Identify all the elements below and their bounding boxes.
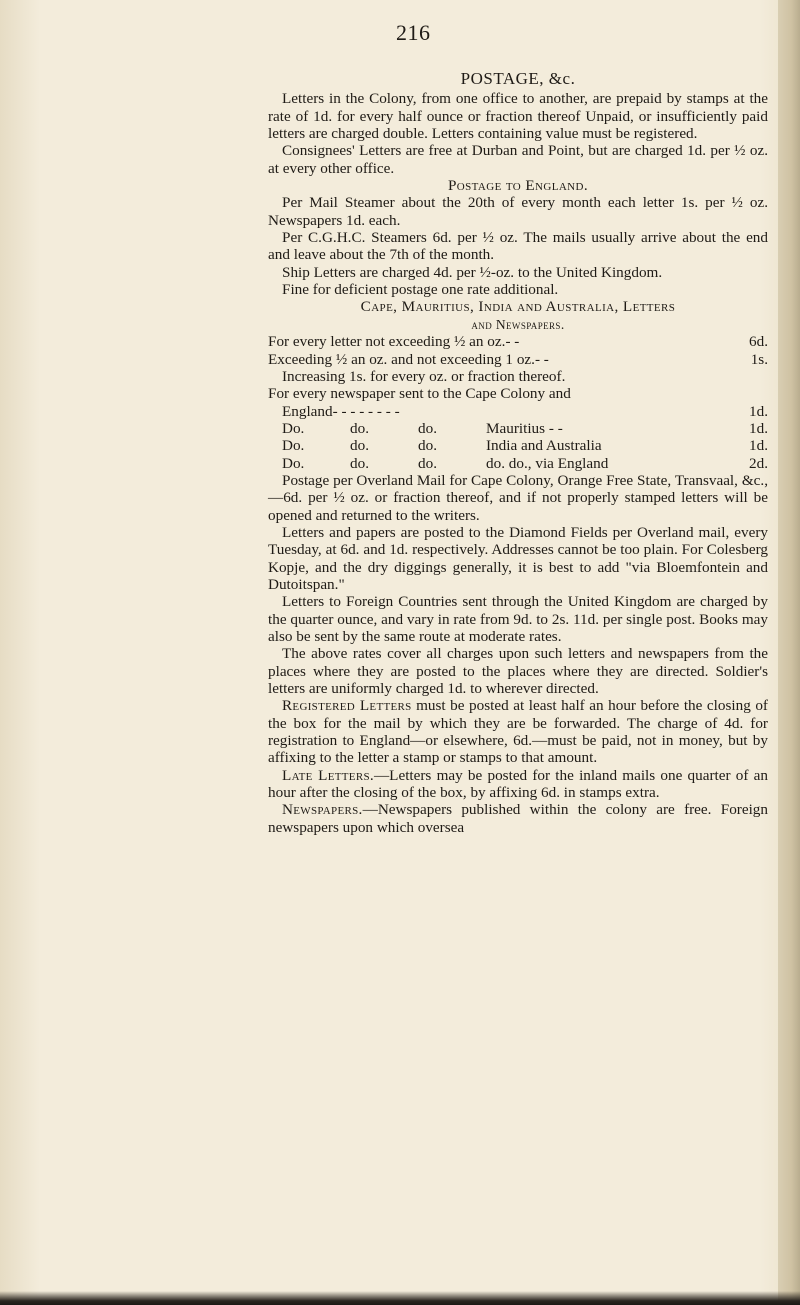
col-1: Do. — [282, 419, 305, 437]
paragraph-prepaid-letters: Letters in the Colony, from one office to another, are prepaid by stamps at the rate of 1d. for every half ounce or fraction thereof Unpaid, or insufficiently paid letters are charged double. Letters containing value must be registered. — [268, 90, 768, 143]
page-title: POSTAGE, &c. — [460, 69, 576, 88]
newspaper-rate-row — [268, 455, 768, 472]
paragraph-diamond-fields: Letters and papers are posted to the Diamond Fields per Overland mail, every Tuesday, at 6d. and 1d. respectively. Addresses cannot be too plain. For Colesberg Kopje, and the dry diggings generally, it is best to add "via Bloemfontein and Dutoitspan." — [268, 523, 768, 593]
page-edge-bottom — [0, 1291, 800, 1305]
col-3: do. — [418, 419, 437, 437]
paragraph-cghc-steamers: Per C.G.H.C. Steamers 6d. per ½ oz. The mails usually arrive about the end and leave about the 7th of the month. — [268, 229, 768, 264]
col-destination: Mauritius - - — [486, 419, 563, 437]
page-edge-right — [778, 0, 800, 1305]
col-2: do. — [350, 454, 369, 472]
paragraph-rates-cover: The above rates cover all charges upon such letters and newspapers from the places where they are posted to the places where they are directed. Soldier's letters are uniformly charged 1d. to wherever directed. — [268, 645, 768, 698]
rate-row-half-oz — [268, 333, 768, 350]
document-body — [268, 70, 768, 836]
rate-amount: 6d. — [749, 333, 768, 351]
col-2: do. — [350, 419, 369, 437]
registered-letters-heading: Registered Letters — [282, 697, 412, 715]
col-3: do. — [418, 454, 437, 472]
paragraph-registered-letters — [268, 697, 768, 766]
col-amount: 1d. — [749, 437, 768, 455]
rate-leader: - - — [534, 350, 549, 368]
newspaper-rate-row — [268, 437, 768, 454]
heading-postage-to-england: Postage to England. — [447, 177, 589, 195]
col-amount: 1d. — [749, 419, 768, 437]
paragraph-overland-mail: Postage per Overland Mail for Cape Colony, Orange Free State, Transvaal, &c.,—6d. per ½ oz. or fraction thereof, and if not properly stamped letters will be opened and returned to the writers. — [268, 471, 768, 524]
col-destination: do. do., via England — [486, 454, 609, 472]
col-2: do. — [350, 437, 369, 455]
newspaper-rate-row — [268, 420, 768, 437]
newspaper-rate-england — [268, 403, 768, 420]
rate-row-one-oz — [268, 351, 768, 368]
paragraph-consignees-letters: Consignees' Letters are free at Durban and Point, but are charged 1d. per ½ oz. at every other office. — [268, 142, 768, 177]
paragraph-ship-letters: Ship Letters are charged 4d. per ½-oz. to the United Kingdom. — [282, 263, 663, 281]
newspapers-text: —Newspapers published within the colony are free. Foreign newspapers upon which oversea — [268, 801, 768, 836]
paragraph-mail-steamer: Per Mail Steamer about the 20th of every month each letter 1s. per ½ oz. Newspapers 1d. each. — [268, 194, 768, 229]
paragraph-foreign-countries: Letters to Foreign Countries sent through the United Kingdom are charged by the quarter ounce, and vary in rate from 9d. to 2s. 11d. per single post. Books may also be sent by the same route at moderate rates. — [268, 593, 768, 645]
paragraph-late-letters — [268, 767, 768, 802]
page-number: 216 — [396, 20, 431, 45]
rate-label: For every letter not exceeding ½ an oz. — [268, 333, 506, 351]
rate-leader: - - — [505, 333, 520, 351]
rate-increasing: Increasing 1s. for every oz. or fraction thereof. — [282, 367, 566, 385]
rate-label: Exceeding ½ an oz. and not exceeding 1 oz. — [268, 350, 535, 368]
newspapers-heading: Newspapers. — [282, 801, 363, 819]
col-amount: 2d. — [749, 454, 768, 472]
col-1: Do. — [282, 437, 305, 455]
heading-cape-mauritius: Cape, Mauritius, India and Australia, Letters — [360, 298, 676, 316]
col-1: Do. — [282, 454, 305, 472]
registered-letters-text: must be posted at least half an hour before the closing of the box for the mail by which they are be forwarded. The charge of 4d. for registration to England—or elsewhere, 6d.—must be paid, not in money, but by affixing to the letter a stamp or stamps to that amount. — [268, 697, 768, 767]
rate-amount: 1s. — [750, 350, 768, 368]
newspaper-rate-label: For every newspaper sent to the Cape Colony and — [268, 385, 571, 403]
rate-label: England — [282, 402, 333, 420]
rate-leader: - - - - - - - - — [332, 402, 400, 420]
col-3: do. — [418, 437, 437, 455]
paragraph-fine: Fine for deficient postage one rate additional. — [282, 281, 559, 299]
late-letters-heading: Late Letters. — [282, 766, 374, 784]
rate-amount: 1d. — [749, 402, 768, 420]
col-destination: India and Australia — [486, 437, 602, 455]
late-letters-text: —Letters may be posted for the inland mails one quarter of an hour after the closing of the box, by affixing 6d. in stamps extra. — [268, 766, 768, 802]
paragraph-newspapers — [268, 801, 768, 836]
heading-cape-mauritius-cont: and Newspapers. — [471, 316, 565, 332]
